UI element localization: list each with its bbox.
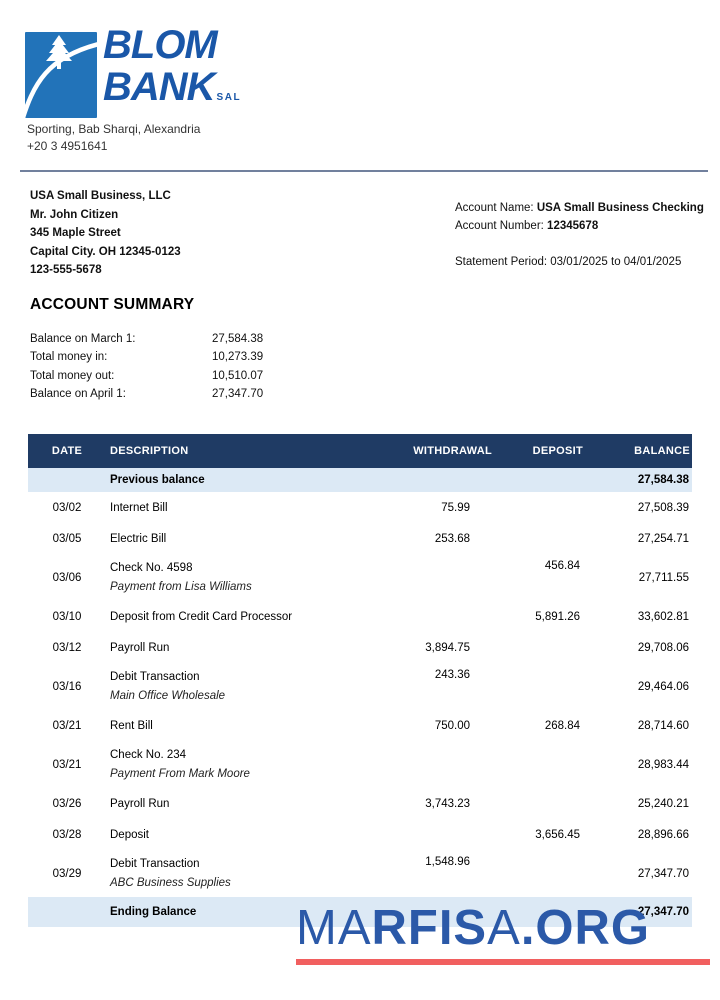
header-date: DATE: [51, 445, 83, 457]
customer-address-block: [30, 187, 181, 280]
customer-city: Capital City. OH 12345-0123: [30, 245, 181, 258]
transaction-withdrawal: 253.68: [434, 532, 470, 545]
transaction-withdrawal: 750.00: [434, 719, 470, 732]
branch-address: Sporting, Bab Sharqi, Alexandria: [27, 122, 201, 136]
transaction-date: 03/26: [52, 797, 82, 810]
transaction-deposit: 3,656.45: [535, 828, 580, 841]
transaction-description-main: Check No. 4598: [110, 562, 193, 574]
summary-row: Balance on April 1: 27,347.70: [30, 387, 264, 400]
summary-row: Total money in: 10,273.39: [30, 351, 264, 364]
transaction-withdrawal: 3,743.23: [425, 797, 470, 810]
transaction-description: [106, 639, 398, 657]
previous-balance-row: [28, 468, 692, 492]
transaction-balance: 28,714.60: [637, 719, 689, 732]
transaction-withdrawal: [398, 554, 510, 560]
transaction-balance: 27,254.71: [637, 532, 689, 545]
table-row: [28, 663, 692, 710]
transaction-description-main: Internet Bill: [110, 501, 168, 514]
account-number-row: Account Number: 12345678: [455, 219, 599, 232]
transaction-description-main: Deposit: [110, 828, 149, 841]
table-row: [28, 523, 692, 554]
transaction-balance: 25,240.21: [637, 797, 689, 810]
transaction-description: [106, 795, 398, 813]
watermark-underline: [296, 959, 710, 965]
table-row: [28, 710, 692, 741]
table-row: [28, 632, 692, 663]
previous-balance-value: 27,584.38: [637, 474, 689, 486]
marfisa-watermark: [296, 901, 710, 965]
transaction-description: [106, 826, 398, 844]
table-row: [28, 554, 692, 601]
transaction-balance: 27,347.70: [637, 867, 689, 880]
transaction-description-main: Check No. 234: [110, 749, 187, 761]
account-name-value: USA Small Business Checking: [536, 202, 704, 214]
customer-name: Mr. John Citizen: [30, 208, 119, 221]
transaction-balance: 33,602.81: [637, 610, 689, 623]
transaction-deposit: [510, 850, 592, 856]
statement-period-row: Statement Period: 03/01/2025 to 04/01/2025: [455, 256, 682, 268]
transaction-description: [106, 608, 398, 626]
branch-info: [27, 121, 200, 155]
transaction-balance: 29,464.06: [637, 680, 689, 693]
account-summary-rows: [30, 330, 263, 403]
transaction-deposit: 5,891.26: [535, 610, 580, 623]
transaction-description-main: Electric Bill: [110, 532, 167, 545]
transaction-description-main: Payroll Run: [110, 797, 170, 810]
account-number-value: 12345678: [547, 219, 599, 232]
customer-phone: 123-555-5678: [30, 264, 102, 277]
transaction-withdrawal: [398, 741, 510, 747]
transaction-date: 03/06: [52, 571, 82, 584]
account-name-row: Account Name: USA Small Business Checking: [455, 202, 704, 214]
table-row: [28, 601, 692, 632]
transaction-deposit: [510, 741, 592, 747]
transaction-date: 03/29: [52, 867, 82, 880]
transaction-withdrawal: 75.99: [441, 501, 470, 514]
transaction-description: [106, 746, 398, 783]
transaction-description-sub: Payment From Mark Moore: [110, 768, 250, 780]
header-deposit: DEPOSIT: [532, 445, 583, 457]
transaction-description-main: Debit Transaction: [110, 858, 200, 870]
watermark-text: MARFISA.ORG: [296, 901, 651, 955]
transactions-table: [28, 434, 692, 927]
transaction-description-sub: Main Office Wholesale: [110, 690, 226, 702]
header-description: DESCRIPTION: [110, 445, 189, 457]
header-balance: BALANCE: [634, 445, 690, 457]
account-summary-title: ACCOUNT SUMMARY: [30, 296, 195, 313]
header-withdrawal: WITHDRAWAL: [413, 445, 492, 457]
transaction-description-main: Debit Transaction: [110, 671, 200, 683]
table-row: [28, 788, 692, 819]
header-divider: [20, 170, 708, 172]
table-row: [28, 850, 692, 897]
transaction-description-main: Payroll Run: [110, 641, 170, 654]
transaction-description: [106, 499, 398, 517]
transaction-description: [106, 559, 398, 596]
transaction-description: [106, 668, 398, 705]
transaction-withdrawal: 3,894.75: [425, 641, 470, 654]
customer-company: USA Small Business, LLC: [30, 190, 171, 202]
transaction-withdrawal: 243.36: [434, 669, 470, 681]
transaction-description: [106, 530, 398, 548]
transaction-balance: 29,708.06: [637, 641, 689, 654]
blom-bank-logo-icon: [25, 32, 97, 118]
transaction-date: 03/21: [52, 719, 82, 732]
summary-row: Total money out: 10,510.07: [30, 369, 264, 382]
transaction-date: 03/21: [52, 758, 82, 771]
transaction-balance: 27,508.39: [637, 501, 689, 514]
table-header-row: [28, 434, 692, 468]
table-row: [28, 819, 692, 850]
blom-bank-wordmark: [103, 24, 241, 119]
transaction-deposit: 268.84: [544, 719, 580, 732]
account-info-block: [455, 200, 704, 272]
bank-suffix: SAL: [216, 92, 242, 103]
transaction-description: [106, 717, 398, 735]
transaction-deposit: [510, 663, 592, 669]
transaction-description-main: Deposit from Credit Card Processor: [110, 610, 293, 623]
customer-street: 345 Maple Street: [30, 227, 121, 240]
transaction-date: 03/28: [52, 828, 82, 841]
statement-period-value: 03/01/2025 to 04/01/2025: [550, 256, 682, 268]
transaction-date: 03/12: [52, 641, 82, 654]
table-row: [28, 741, 692, 788]
transaction-deposit: 456.84: [544, 560, 580, 572]
table-row: [28, 492, 692, 523]
transaction-balance: 28,983.44: [637, 758, 689, 771]
previous-balance-label: Previous balance: [110, 474, 205, 486]
transaction-date: 03/05: [52, 532, 82, 545]
bank-name-line1: BLOM: [103, 23, 217, 67]
ending-balance-label: Ending Balance: [110, 906, 197, 918]
bank-name-line2: BANK SAL: [103, 65, 242, 109]
transaction-date: 03/10: [52, 610, 82, 623]
summary-row: Balance on March 1: 27,584.38: [30, 333, 264, 345]
transaction-description-sub: Payment from Lisa Williams: [110, 581, 252, 593]
transaction-description: [106, 855, 398, 892]
transaction-date: 03/02: [52, 501, 82, 514]
transaction-description-sub: ABC Business Supplies: [110, 877, 231, 889]
transaction-balance: 28,896.66: [637, 828, 689, 841]
transactions-body: [28, 492, 692, 897]
transaction-withdrawal: 1,548.96: [425, 856, 470, 868]
transaction-description-main: Rent Bill: [110, 719, 153, 732]
branch-phone: +20 3 4951641: [27, 139, 108, 153]
transaction-date: 03/16: [52, 680, 82, 693]
transaction-balance: 27,711.55: [638, 571, 689, 584]
ending-balance-value: 27,347.70: [637, 906, 689, 918]
